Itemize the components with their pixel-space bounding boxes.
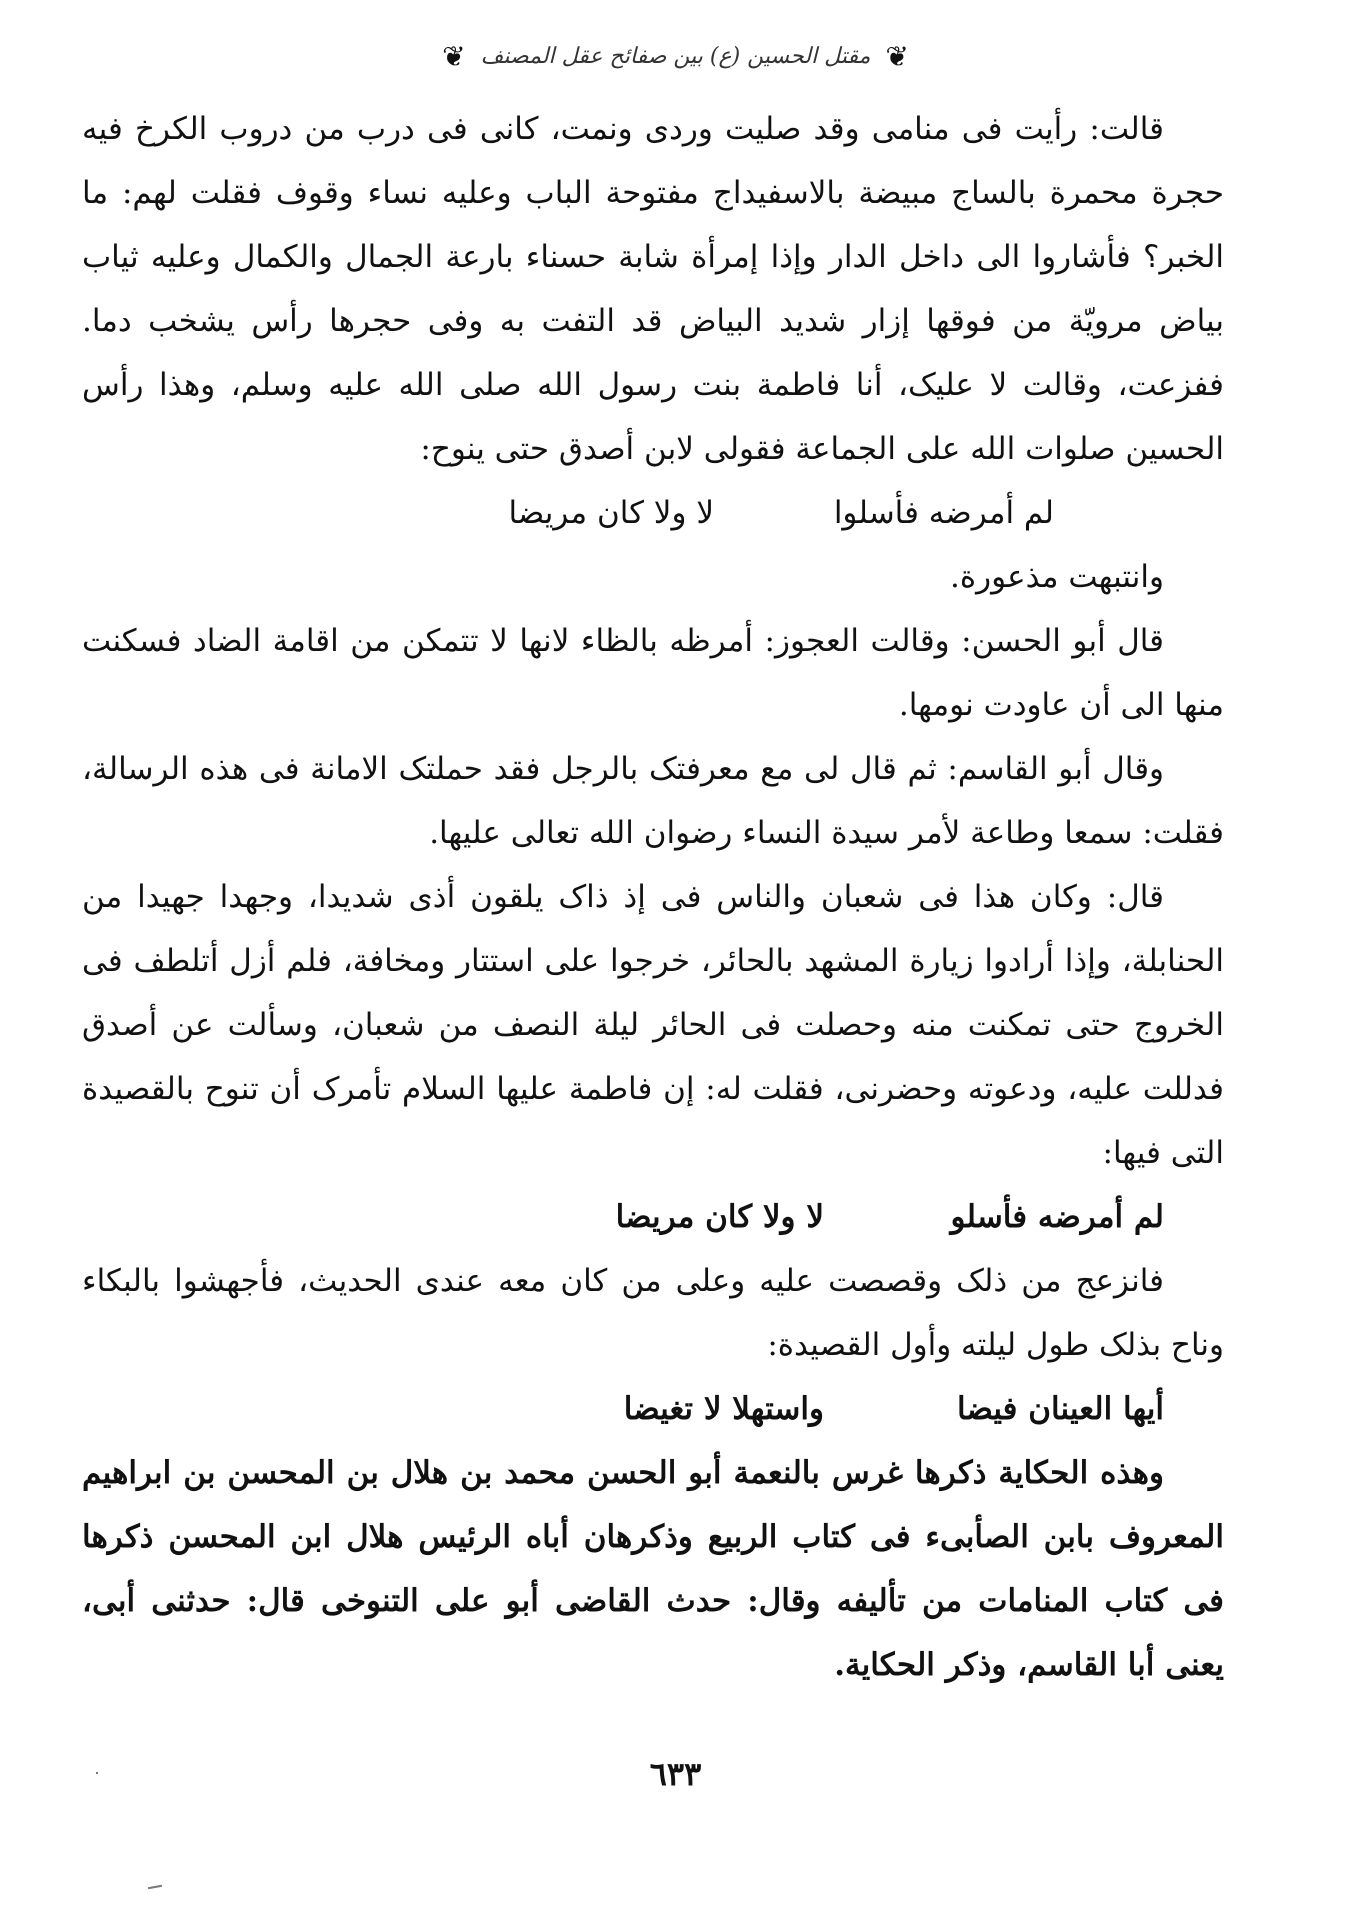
verse-3-second-hemistich: واستهلا لا تغيضا xyxy=(623,1391,824,1427)
running-header xyxy=(0,40,1351,73)
paragraph-story-source: وهذه الحكاية ذكرها غرس بالنعمة أبو الحسن محمد بن هلال بن المحسن بن ابراهيم المعروف بابن الصأبىء فى كتاب الربيع وذكرهان أباه الرئيس هلال ابن المحسن ذكرها فى كتاب المنامات من تأليفه وقال: حدث القاضى أبو على التنوخى قال: حدثنى أبى، يعنى أبا القاسم، وذكر الحكاية. xyxy=(82,1455,1224,1683)
paragraph-woke-up: وانتبهت مذعورة. xyxy=(950,559,1164,595)
verse-line-3 xyxy=(82,1377,1224,1441)
paragraph-dream: قالت: رأيت فى منامى وقد صليت وردى ونمت، كانى فى درب من دروب الكرخ فيه حجرة محمرة بالساج مبيضة بالاسفيداج مفتوحة الباب وعليه نساء وقوف فقلت لهم: ما الخبر؟ فأشاروا الى داخل الدار وإذا إمرأة شابة حسناء بارعة الجمال والكمال وعليه ثياب بياض مرويّة من فوقها إزار شديد البياض قد التفت به وفى حجرها رأس يشخب دما. ففزعت، وقالت لا عليک، أنا فاطمة بنت رسول الله صلى الله عليه وسلم، وهذا رأس الحسين صلوات الله على الجماعة فقولى لابن أصدق حتى ينوح: xyxy=(82,111,1224,467)
body-text xyxy=(82,97,1224,1697)
verse-1-first-hemistich: لم أمرضه فأسلوا xyxy=(833,495,1054,531)
running-title: مقتل الحسين (ع) بين صفائح عقل المصنف xyxy=(480,44,871,69)
verse-2-second-hemistich: لا ولا كان مريضا xyxy=(615,1199,824,1235)
paragraph-shaban: قال: وكان هذا فى شعبان والناس فى إذ ذاک يلقون أذى شديدا، وجهدا جهيدا من الحنابلة، وإذا أرادوا زيارة المشهد بالحائر، خرجوا على استتار ومخافة، فلم أزل أتلطف فى الخروج حتى تمكنت منه وحصلت فى الحائر ليلة النصف من شعبان، وسألت عن أصدق فدللت عليه، ودعوته وحضرنى، فقلت له: إن فاطمة عليها السلام تأمرک أن تنوح بالقصيدة التى فيها: xyxy=(82,879,1224,1171)
page-number: ٦٣٣ xyxy=(649,1755,702,1793)
paragraph-abu-al-qasim: وقال أبو القاسم: ثم قال لى مع معرفتک بالرجل فقد حملتک الامانة فى هذه الرسالة، فقلت: سمعا وطاعة لأمر سيدة النساء رضوان الله تعالى عليها. xyxy=(82,751,1224,851)
right-ornament-icon: ❦ xyxy=(442,40,466,73)
verse-3-first-hemistich: أيها العينان فيضا xyxy=(957,1391,1164,1427)
paragraph-abu-al-hasan: قال أبو الحسن: وقالت العجوز: أمرظه بالظاء لانها لا تتمكن من اقامة الضاد فسكنت منها الى أن عاودت نومها. xyxy=(82,623,1224,723)
left-ornament-icon: ❦ xyxy=(885,40,909,73)
verse-2-first-hemistich: لم أمرضه فأسلو xyxy=(950,1199,1164,1235)
scan-speck xyxy=(148,1885,162,1889)
verse-line-2 xyxy=(82,1185,1224,1249)
verse-line-1 xyxy=(82,481,1224,545)
paragraph-lament: فانزعج من ذلک وقصصت عليه وعلى من كان معه عندى الحديث، فأجهشوا بالبكاء وناح بذلک طول ليلته وأول القصيدة: xyxy=(82,1263,1224,1363)
scan-speck xyxy=(96,1772,98,1774)
verse-1-second-hemistich: لا ولا كان مريضا xyxy=(508,495,714,531)
